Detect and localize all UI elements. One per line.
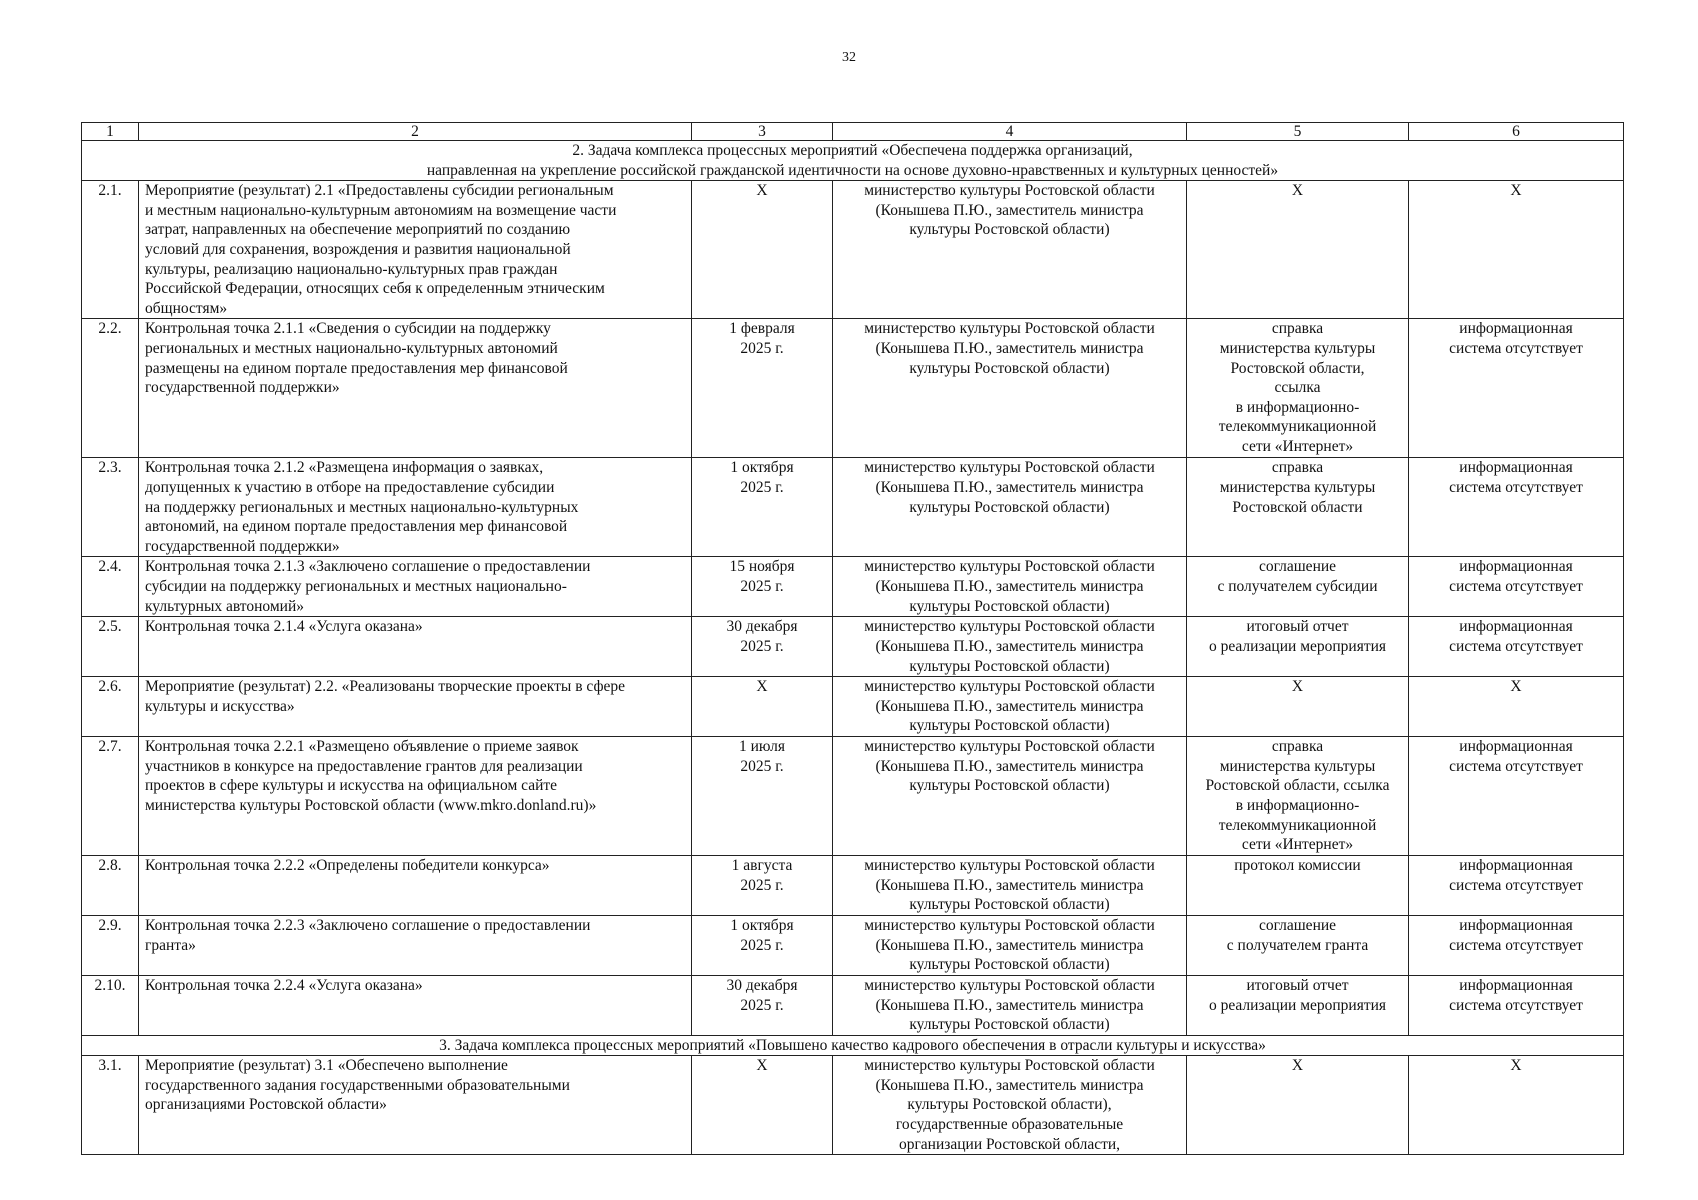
row-info-system: X: [1409, 1056, 1624, 1155]
row-date: 1 февраля 2025 г.: [692, 319, 833, 458]
row-document: X: [1187, 181, 1409, 319]
column-header: 1: [82, 123, 139, 141]
row-info-system: информационная система отсутствует: [1409, 737, 1624, 856]
row-info-system: информационная система отсутствует: [1409, 557, 1624, 617]
row-responsible: министерство культуры Ростовской области (Конышева П.Ю., заместитель министра культуры Ростовской области), государственные образовательные организации Ростовской области,: [833, 1056, 1187, 1155]
row-number: 2.6.: [82, 677, 139, 737]
row-number: 2.7.: [82, 737, 139, 856]
row-date: X: [692, 1056, 833, 1155]
row-info-system: информационная система отсутствует: [1409, 975, 1624, 1035]
row-date: 1 октября 2025 г.: [692, 915, 833, 975]
table-row: [82, 975, 1624, 1035]
table-row: [82, 915, 1624, 975]
row-date: 15 ноября 2025 г.: [692, 557, 833, 617]
row-responsible: министерство культуры Ростовской области (Конышева П.Ю., заместитель министра культуры Ростовской области): [833, 737, 1187, 856]
row-number: 3.1.: [82, 1056, 139, 1155]
section-heading: 2. Задача комплекса процессных мероприятий «Обеспечена поддержка организаций, направленная на укрепление российской гражданской идентичности на основе духовно-нравственных и культурных ценностей»: [82, 141, 1624, 181]
row-number: 2.8.: [82, 856, 139, 916]
table-row: [82, 737, 1624, 856]
row-description: Мероприятие (результат) 3.1 «Обеспечено выполнение государственного задания государственными образовательными организациями Ростовской области»: [139, 1056, 692, 1155]
table-row: [82, 617, 1624, 677]
row-description: Мероприятие (результат) 2.2. «Реализованы творческие проекты в сфере культуры и искусства»: [139, 677, 692, 737]
row-date: 30 декабря 2025 г.: [692, 617, 833, 677]
row-date: 1 июля 2025 г.: [692, 737, 833, 856]
row-description: Контрольная точка 2.1.4 «Услуга оказана»: [139, 617, 692, 677]
column-header: 3: [692, 123, 833, 141]
row-date: 30 декабря 2025 г.: [692, 975, 833, 1035]
row-description: Контрольная точка 2.2.4 «Услуга оказана»: [139, 975, 692, 1035]
column-header: 6: [1409, 123, 1624, 141]
row-info-system: информационная система отсутствует: [1409, 617, 1624, 677]
row-description: Контрольная точка 2.2.2 «Определены победители конкурса»: [139, 856, 692, 916]
row-description: Контрольная точка 2.1.1 «Сведения о субсидии на поддержку региональных и местных национально-культурных автономий размещены на едином портале предоставления мер финансовой государственной поддержки»: [139, 319, 692, 458]
row-number: 2.4.: [82, 557, 139, 617]
row-document: протокол комиссии: [1187, 856, 1409, 916]
row-number: 2.2.: [82, 319, 139, 458]
row-responsible: министерство культуры Ростовской области (Конышева П.Ю., заместитель министра культуры Ростовской области): [833, 617, 1187, 677]
row-date: X: [692, 181, 833, 319]
row-info-system: информационная система отсутствует: [1409, 915, 1624, 975]
row-date: 1 августа 2025 г.: [692, 856, 833, 916]
table-row: [82, 856, 1624, 916]
row-info-system: информационная система отсутствует: [1409, 458, 1624, 557]
header-row: [82, 123, 1624, 141]
table-row: [82, 557, 1624, 617]
row-responsible: министерство культуры Ростовской области (Конышева П.Ю., заместитель министра культуры Ростовской области): [833, 557, 1187, 617]
table-row: [82, 458, 1624, 557]
row-document: итоговый отчет о реализации мероприятия: [1187, 975, 1409, 1035]
table-row: [82, 319, 1624, 458]
row-number: 2.3.: [82, 458, 139, 557]
row-info-system: X: [1409, 677, 1624, 737]
row-description: Контрольная точка 2.1.2 «Размещена информация о заявках, допущенных к участию в отборе на предоставление субсидии на поддержку региональных и местных национально-культурных автономий, на едином портале предоставления мер финансовой государственной поддержки»: [139, 458, 692, 557]
row-responsible: министерство культуры Ростовской области (Конышева П.Ю., заместитель министра культуры Ростовской области): [833, 677, 1187, 737]
row-description: Контрольная точка 2.1.3 «Заключено соглашение о предоставлении субсидии на поддержку региональных и местных национально- культурных автономий»: [139, 557, 692, 617]
row-number: 2.5.: [82, 617, 139, 677]
row-document: соглашение с получателем субсидии: [1187, 557, 1409, 617]
row-info-system: информационная система отсутствует: [1409, 856, 1624, 916]
column-header: 5: [1187, 123, 1409, 141]
table-row: [82, 677, 1624, 737]
table-row: [82, 181, 1624, 319]
row-date: 1 октября 2025 г.: [692, 458, 833, 557]
row-responsible: министерство культуры Ростовской области (Конышева П.Ю., заместитель министра культуры Ростовской области): [833, 856, 1187, 916]
row-date: X: [692, 677, 833, 737]
row-responsible: министерство культуры Ростовской области (Конышева П.Ю., заместитель министра культуры Ростовской области): [833, 975, 1187, 1035]
row-number: 2.1.: [82, 181, 139, 319]
row-number: 2.9.: [82, 915, 139, 975]
row-document: справка министерства культуры Ростовской области, ссылка в информационно- телекоммуникационной сети «Интернет»: [1187, 737, 1409, 856]
column-header: 2: [139, 123, 692, 141]
row-document: итоговый отчет о реализации мероприятия: [1187, 617, 1409, 677]
section-heading-row: [82, 141, 1624, 181]
row-responsible: министерство культуры Ростовской области (Конышева П.Ю., заместитель министра культуры Ростовской области): [833, 319, 1187, 458]
row-document: X: [1187, 677, 1409, 737]
page-number: 32: [842, 50, 856, 65]
row-description: Контрольная точка 2.2.3 «Заключено соглашение о предоставлении гранта»: [139, 915, 692, 975]
row-responsible: министерство культуры Ростовской области (Конышева П.Ю., заместитель министра культуры Ростовской области): [833, 181, 1187, 319]
row-description: Контрольная точка 2.2.1 «Размещено объявление о приеме заявок участников в конкурсе на предоставление грантов для реализации проектов в сфере культуры и искусства на официальном сайте министерства культуры Ростовской области (www.mkro.donland.ru)»: [139, 737, 692, 856]
row-description: Мероприятие (результат) 2.1 «Предоставлены субсидии региональным и местным национально-культурным автономиям на возмещение части затрат, направленных на обеспечение мероприятий по созданию условий для сохранения, возрождения и развития национальной культуры, реализацию национально-культурных прав граждан Российской Федерации, относящих себя к определенным этническим общностям»: [139, 181, 692, 319]
row-responsible: министерство культуры Ростовской области (Конышева П.Ю., заместитель министра культуры Ростовской области): [833, 915, 1187, 975]
row-responsible: министерство культуры Ростовской области (Конышева П.Ю., заместитель министра культуры Ростовской области): [833, 458, 1187, 557]
row-document: справка министерства культуры Ростовской области: [1187, 458, 1409, 557]
row-info-system: информационная система отсутствует: [1409, 319, 1624, 458]
row-document: справка министерства культуры Ростовской области, ссылка в информационно- телекоммуникационной сети «Интернет»: [1187, 319, 1409, 458]
row-document: соглашение с получателем гранта: [1187, 915, 1409, 975]
activities-table: [81, 122, 1624, 1155]
column-header: 4: [833, 123, 1187, 141]
row-number: 2.10.: [82, 975, 139, 1035]
section-heading: 3. Задача комплекса процессных мероприятий «Повышено качество кадрового обеспечения в отрасли культуры и искусства»: [82, 1035, 1624, 1056]
table-row: [82, 1056, 1624, 1155]
row-document: X: [1187, 1056, 1409, 1155]
row-info-system: X: [1409, 181, 1624, 319]
section-heading-row: [82, 1035, 1624, 1056]
